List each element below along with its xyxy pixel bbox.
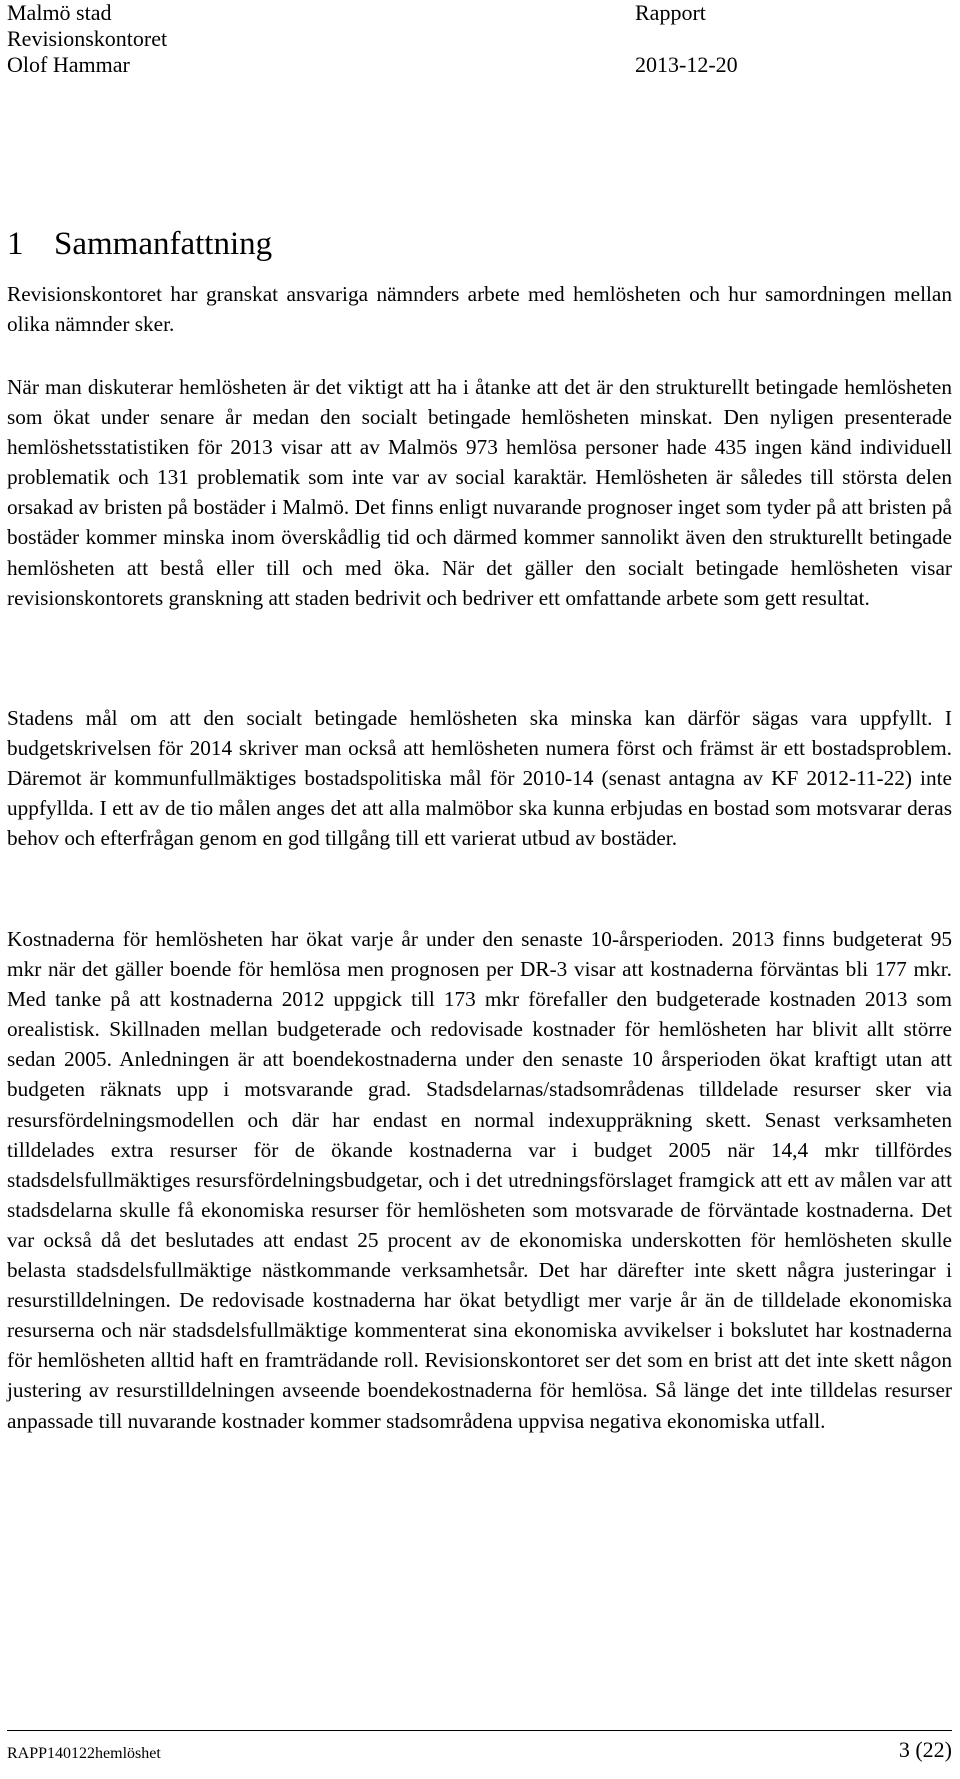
- page-header: [7, 0, 907, 78]
- page-footer: [7, 1736, 952, 1766]
- header-department: Revisionskontoret: [7, 26, 168, 51]
- header-doc-type: Rapport: [635, 0, 706, 25]
- paragraph: Kostnaderna för hemlösheten har ökat varje år under den senaste 10-årsperioden. 2013 finns budgeterat 95 mkr när det gäller boende för hemlösa men prognosen per DR-3 visar att kostnaderna förväntas bli 177 mkr. Med tanke på att kostnaderna 2012 uppgick till 173 mkr förefaller den budgeterade kostnaden 2013 som orealistisk. Skillnaden mellan budgeterade och redovisade kostnader för hemlösheten har blivit allt större sedan 2005. Anledningen är att boendekostnaderna under den senaste 10 årsperioden ökat kraftigt utan att budgeten räknats upp i motsvarande grad. Stadsdelarnas/stadsområdenas tilldelade resurser sker via resursfördelningsmodellen och där har endast en normal indexuppräkning skett. Senast verksamheten tilldelades extra resurser för de ökande kostnaderna var i budget 2005 när 14,4 mkr tillfördes stadsdelsfullmäktiges resursfördelningsbudgetar, och i det utredningsförslaget framgick att ett av målen var att stadsdelarna skulle få ekonomiska resurser för hemlösheten som motsvarade de förväntade kostnaderna. Det var också då det beslutades att endast 25 procent av de ekonomiska underskotten för hemlösheten skulle belasta stadsdelsfullmäktige nästkommande verksamhetsår. Det har därefter inte skett några justeringar i resurstilldelningen. De redovisade kostnaderna har ökat betydligt mer varje år än de tilldelade ekonomiska resurserna och när stadsdelsfullmäktige kommenterat sina ekonomiska avvikelser i bokslutet har kostnaderna för hemlösheten alltid haft en framträdande roll. Revisionskontoret ser det som en brist att det inte skett någon justering av resurstilldelningen avseende boendekostnaderna för hemlösa. Så länge det inte tilldelas resurser anpassade till nuvarande kostnader kommer stadsområdena uppvisa negativa ekonomiska utfall.: [7, 927, 952, 1433]
- footer-divider: [7, 1730, 952, 1731]
- section-number: 1: [7, 226, 24, 262]
- section-title: Sammanfattning: [54, 226, 273, 262]
- header-row-3: [7, 52, 907, 78]
- section-heading: [7, 224, 272, 264]
- header-author: Olof Hammar: [7, 52, 130, 77]
- header-row-2: [7, 26, 907, 52]
- footer-page-number: 3 (22): [898, 1737, 952, 1762]
- paragraph: Stadens mål om att den socialt betingade hemlösheten ska minska kan därför sägas vara uppfyllt. I budgetskrivelsen för 2014 skriver man också att hemlösheten numera först och främst är ett bostadsproblem. Däremot är kommunfullmäktiges bostadspolitiska mål för 2010-14 (senast antagna av KF 2012-11-22) inte uppfyllda. I ett av de tio målen anges det att alla malmöbor ska kunna erbjudas en bostad som motsvarar deras behov och efterfrågan genom en god tillgång till ett varierat utbud av bostäder.: [7, 706, 952, 851]
- header-organization: Malmö stad: [7, 0, 112, 25]
- paragraph: Revisionskontoret har granskat ansvariga nämnders arbete med hemlösheten och hur samordningen mellan olika nämnder sker.: [7, 282, 952, 337]
- paragraph: När man diskuterar hemlösheten är det viktigt att ha i åtanke att det är den strukturellt betingade hemlösheten som ökat under senare år medan den socialt betingade hemlösheten minskat. Den nyligen presenterade hemlöshetsstatistiken för 2013 visar att av Malmös 973 hemlösa personer hade 435 ingen känd individuell problematik och 131 problematik som inte var av social karaktär. Hemlösheten är således till största delen orsakad av bristen på bostäder i Malmö. Det finns enligt nuvarande prognoser inget som tyder på att bristen på bostäder kommer minska inom överskådlig tid och därmed kommer sannolikt även den strukturellt betingade hemlösheten att bestå eller till och med öka. När det gäller den socialt betingade hemlösheten visar revisionskontorets granskning att staden bedrivit och bedriver ett omfattande arbete som gett resultat.: [7, 375, 952, 610]
- header-row-1: [7, 0, 907, 26]
- footer-doc-id: RAPP140122hemlöshet: [7, 1745, 161, 1762]
- header-date: 2013-12-20: [635, 52, 738, 77]
